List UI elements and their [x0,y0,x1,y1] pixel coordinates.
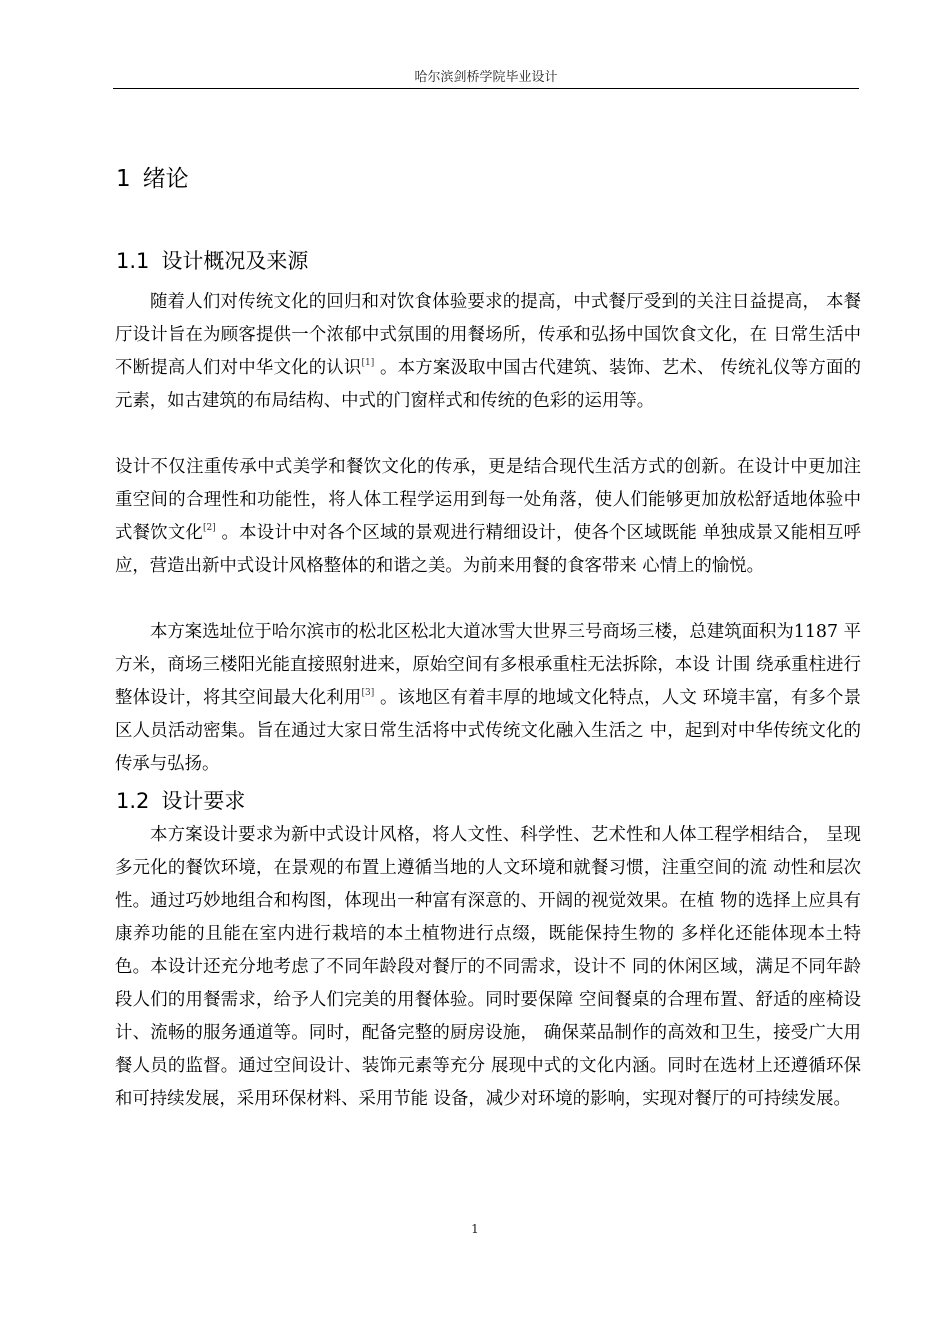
section-title: 设计要求 [161,789,246,813]
paragraph-text: 设计不仅注重传承中式美学和餐饮文化的传承，更是结合现代生活方式的创新。在设计中更加注重空间的合理性和功能性，将人体工程学运用到每一处角落，使人们能够更加放松舒适地体验中式餐饮文化 [115,457,861,543]
citation-ref: [2] [203,523,216,533]
chapter-heading [116,160,189,193]
chapter-number: 1 [116,166,131,192]
paragraph-4: 本方案设计要求为新中式设计风格，将人文性、科学性、艺术性和人体工程学相结合， 呈现多元化的餐饮环境，在景观的布置上遵循当地的人文环境和就餐习惯，注重空间的流 动性和层次性。通过巧妙地组合和构图，体现出一种富有深意的、开阔的视觉效果。在植 物的选择上应具有康养功能的且能在室内进行栽培的本土植物进行点缀，既能保持生物的 多样化还能体现本土特色。本设计还充分地考虑了不同年龄段对餐厅的不同需求，设计不 同的休闲区域，满足不同年龄段人们的用餐需求，给予人们完美的用餐体验。同时要保障 空间餐桌的合理布置、舒适的座椅设计、流畅的服务通道等。同时，配备完整的厨房设施， 确保菜品制作的高效和卫生，接受广大用餐人员的监督。通过空间设计、装饰元素等充分 展现中式的文化内涵。同时在选材上还遵循环保和可持续发展，采用环保材料、采用节能 设备，减少对环境的影响，实现对餐厅的可持续发展。 [115,825,861,1109]
paragraph-text: 。该地区有着丰厚的地域文化特点，人文 环境丰富，有多个景区人员活动密集。旨在通过大家日常生活将中式传统文化融入生活之 中，起到对中华传统文化的传承与弘扬。 [115,688,861,774]
paragraph-text: 。本设计中对各个区域的景观进行精细设计，使各个区域既能 单独成景又能相互呼应，营造出新中式设计风格整体的和谐之美。为前来用餐的食客带来 心情上的愉悦。 [115,523,861,576]
section-number: 1.2 [116,789,150,813]
citation-ref: [1] [361,358,375,368]
paragraph-3 [115,616,861,781]
page-header: 哈尔滨剑桥学院毕业设计 [414,70,558,85]
section-heading-1-1 [116,245,308,275]
section-number: 1.1 [116,249,150,273]
paragraph-1 [115,286,861,418]
section-heading-1-2 [116,785,245,815]
citation-ref: [3] [361,688,375,698]
chapter-title: 绪论 [142,166,189,192]
paragraph-text: 随着人们对传统文化的回归和对饮食体验要求的提高，中式餐厅受到的关注日益提高， 本餐厅设计旨在为顾客提供一个浓郁中式氛围的用餐场所，传承和弘扬中国饮食文化，在 日常生活中不断提高人们对中华文化的认识 [115,292,861,378]
paragraph-text: 。本方案汲取中国古代建筑、装饰、艺术、 传统礼仪等方面的元素，如古建筑的布局结构、中式的门窗样式和传统的色彩的运用等。 [115,358,861,411]
paragraph-2 [115,451,861,583]
page-number: 1 [471,1222,479,1236]
paragraph-text: 本方案选址位于哈尔滨市的松北区松北大道冰雪大世界三号商场三楼，总建筑面积为1187 平方米，商场三楼阳光能直接照射进来，原始空间有多根承重柱无法拆除，本设 计围 绕承重柱进行整体设计，将其空间最大化利用 [115,622,861,708]
section-title: 设计概况及来源 [161,249,309,273]
header-divider [113,88,859,89]
